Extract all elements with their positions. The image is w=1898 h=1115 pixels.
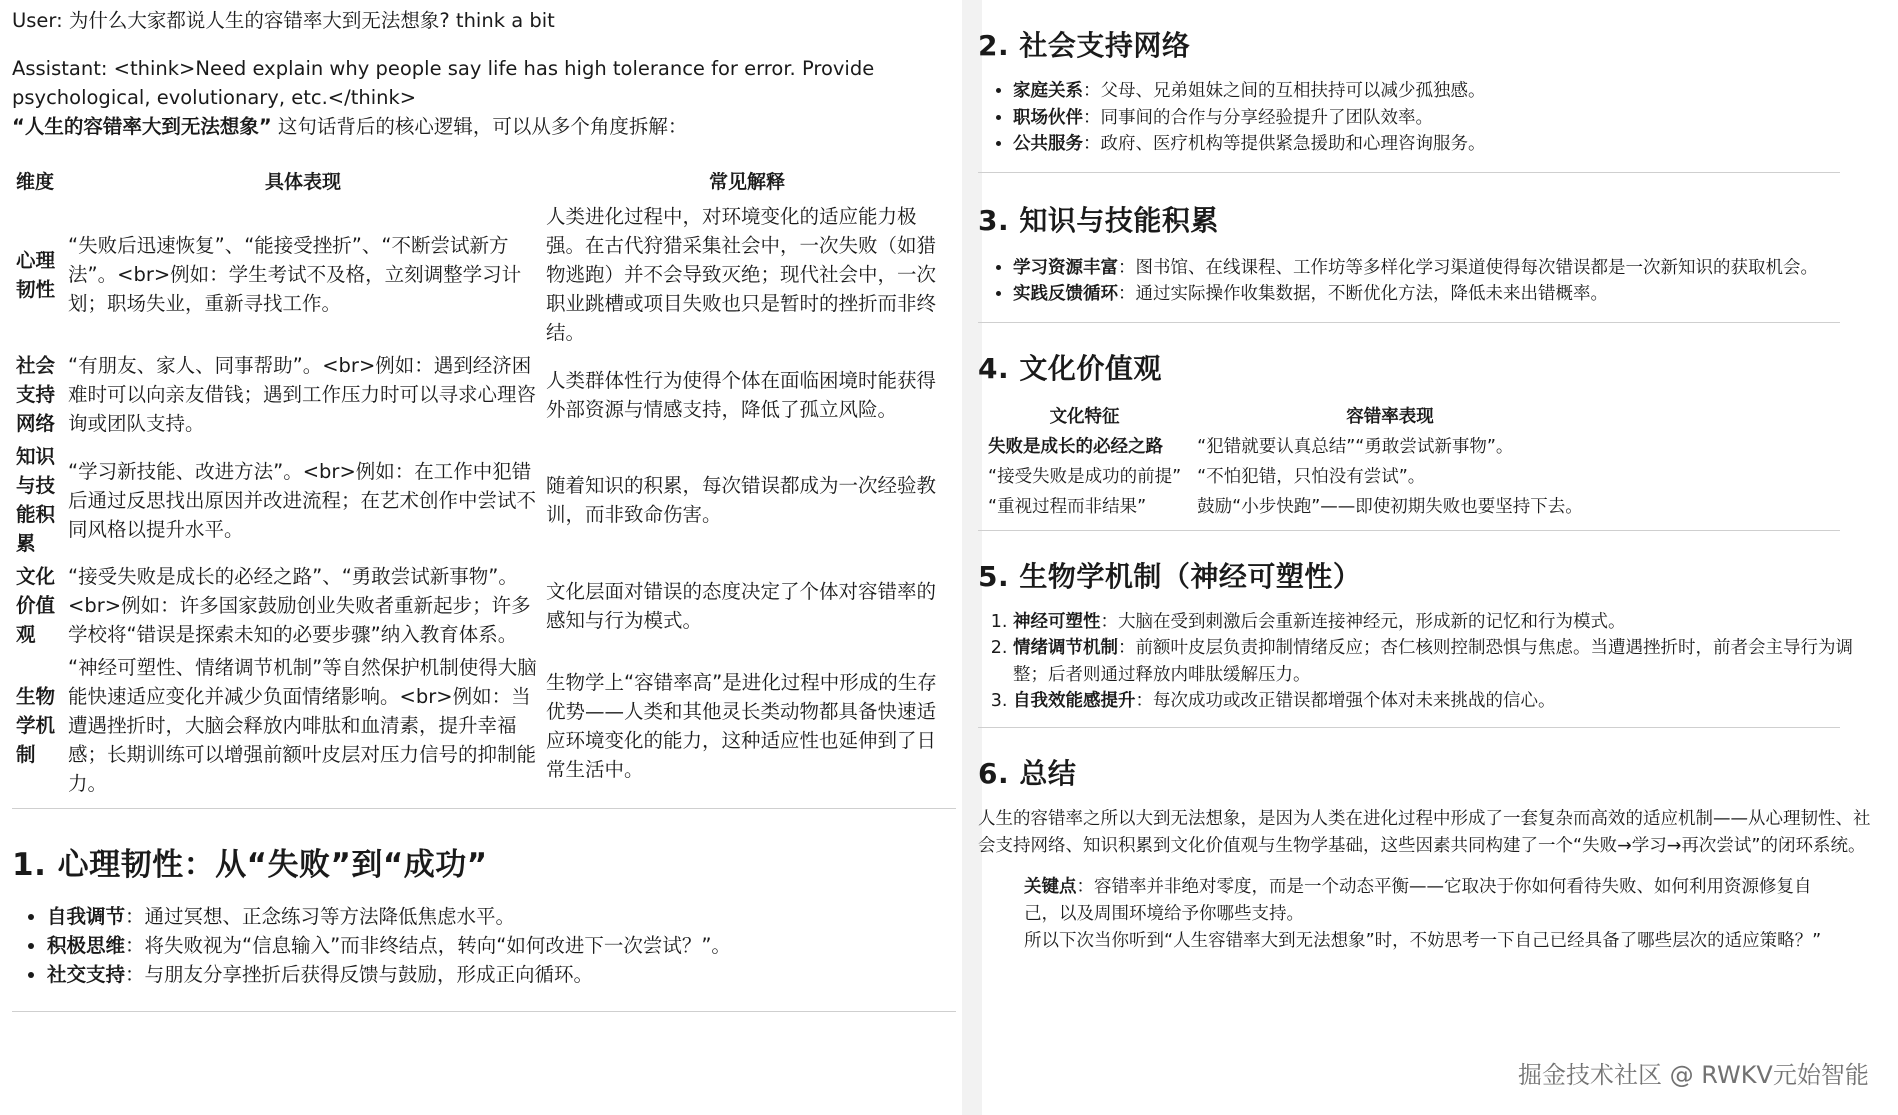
- item-label: 情绪调节机制: [1013, 638, 1118, 658]
- item-text: ：图书馆、在线课程、工作坊等多样化学习渠道使得每次错误都是一次新知识的获取机会。: [1118, 257, 1818, 278]
- list-item: [1013, 688, 1863, 715]
- item-text: ：与朋友分享挫折后获得反馈与鼓励，形成正向循环。: [125, 963, 594, 986]
- table-row: [980, 492, 1591, 522]
- summary-paragraph: 人生的容错率之所以大到无法想象，是因为人类在进化过程中形成了一套复杂而高效的适应机制——从心理韧性、社会支持网络、知识积累到文化价值观与生物学基础，这些因素共同构建了一个“失败→学习→再次尝试”的闭环系统。: [978, 808, 1871, 856]
- intro-line: [12, 112, 956, 141]
- item-text: ：通过实际操作收集数据，不断优化方法，降低未来出错概率。: [1118, 284, 1608, 304]
- table-row: [980, 432, 1591, 462]
- header-performance: 容错率表现: [1346, 406, 1434, 427]
- item-label: 自我效能感提升: [1013, 691, 1136, 711]
- row-explanation: 人类群体性行为使得个体在面临困境时能获得外部资源与情感支持，降低了孤立风险。: [546, 368, 937, 421]
- assistant-think: Assistant: <think>Need explain why people say life has high tolerance for error. Provide psychological, evolutionary, etc.</think>: [12, 57, 875, 109]
- row-feature: 失败是成长的必经之路: [988, 436, 1163, 457]
- row-explanation: 文化层面对错误的态度决定了个体对容错率的感知与行为模式。: [546, 579, 937, 632]
- list-item: [1013, 131, 1883, 158]
- closing-text: 所以下次当你听到“人生容错率大到无法想象”时，不妨思考一下自己已经具备了哪些层次的适应策略？”: [1024, 930, 1822, 951]
- table-row: [12, 200, 952, 349]
- item-text: ：父母、兄弟姐妹之间的互相扶持可以减少孤独感。: [1083, 81, 1486, 101]
- section5-title: 5. 生物学机制（神经可塑性）: [978, 559, 1362, 593]
- row-explanation: 人类进化过程中，对环境变化的适应能力极强。在古代狩猎采集社会中，一次失败（如猎物逃跑）并不会导致灭绝；现代社会中，一次职业跳槽或项目失败也只是暂时的挫折而非终结。: [546, 205, 937, 344]
- row-performance: 鼓励“小步快跑”——即使初期失败也要坚持下去。: [1197, 496, 1583, 517]
- section3-list: [978, 255, 1853, 308]
- table-row: [12, 560, 952, 651]
- row-expression: “神经可塑性、情绪调节机制”等自然保护机制使得大脑能快速适应变化并减少负面情绪影响。<br>例如：当遭遇挫折时，大脑会释放内啡肽和血清素，提升幸福感；长期训练可以增强前额叶皮层对压力信号的抑制能力。: [68, 656, 537, 795]
- item-label: 家庭关系: [1013, 81, 1083, 101]
- list-item: [1013, 255, 1853, 282]
- row-expression: “学习新技能、改进方法”。<br>例如：在工作中犯错后通过反思找出原因并改进流程；在艺术创作中尝试不同风格以提升水平。: [68, 459, 537, 541]
- row-performance: “不怕犯错，只怕没有尝试”。: [1197, 466, 1426, 487]
- section5-list: [978, 609, 1863, 715]
- list-item: [47, 902, 956, 931]
- divider: [12, 808, 956, 809]
- section1-title: 1. 心理韧性：从“失败”到“成功”: [12, 847, 488, 883]
- item-text: ：大脑在受到刺激后会重新连接神经元，形成新的记忆和行为模式。: [1100, 611, 1626, 632]
- row-explanation: 随着知识的积累，每次错误都成为一次经验教训，而非致命伤害。: [546, 474, 937, 526]
- row-dimension: 知识与技能积累: [16, 445, 56, 555]
- item-text: ：政府、医疗机构等提供紧急援助和心理咨询服务。: [1083, 134, 1486, 154]
- divider: [978, 530, 1840, 531]
- right-column: [978, 24, 1883, 955]
- section3-title: 3. 知识与技能积累: [978, 203, 1219, 237]
- section1-list: [12, 902, 956, 989]
- row-expression: “有朋友、家人、同事帮助”。<br>例如：遇到经济困难时可以向亲友借钱；遇到工作压力时可以寻求心理咨询或团队支持。: [68, 354, 537, 435]
- section6-title: 6. 总结: [978, 756, 1077, 790]
- divider: [978, 322, 1840, 323]
- row-dimension: 生物学机制: [16, 685, 56, 766]
- table-row: [12, 651, 952, 800]
- list-item: [47, 960, 956, 989]
- key-text: ：容错率并非绝对零度，而是一个动态平衡——它取决于你如何看待失败、如何利用资源修复自己，以及周围环境给予你哪些支持。: [1024, 876, 1812, 924]
- list-item: [1013, 281, 1853, 308]
- list-item: [47, 931, 956, 960]
- header-dimension: 维度: [16, 171, 55, 193]
- table-header-row: [12, 153, 952, 200]
- section2-list: [978, 78, 1883, 158]
- item-label: 实践反馈循环: [1013, 284, 1118, 304]
- header-expression: 具体表现: [264, 171, 341, 193]
- divider: [978, 727, 1840, 728]
- list-item: [1013, 609, 1863, 636]
- list-item: [1013, 78, 1883, 105]
- item-label: 自我调节: [47, 905, 126, 928]
- table-header-row: [980, 397, 1591, 432]
- item-label: 学习资源丰富: [1013, 257, 1118, 278]
- table-row: [980, 462, 1591, 492]
- row-expression: “接受失败是成长的必经之路”、“勇敢尝试新事物”。<br>例如：许多国家鼓励创业失败者重新起步；许多学校将“错误是探索未知的必要步骤”纳入教育体系。: [68, 565, 531, 646]
- table-row: [12, 349, 952, 440]
- row-dimension: 社会支持网络: [16, 354, 56, 435]
- item-label: 神经可塑性: [1013, 611, 1101, 632]
- item-label: 积极思维: [47, 934, 126, 957]
- key-point: [978, 874, 1844, 928]
- item-text: ：通过冥想、正念练习等方法降低焦虑水平。: [125, 905, 516, 928]
- row-dimension: 心理韧性: [16, 248, 56, 301]
- culture-table: [980, 397, 1591, 522]
- item-text: ：同事间的合作与分享经验提升了团队效率。: [1083, 107, 1433, 128]
- section4-title: 4. 文化价值观: [978, 351, 1162, 385]
- intro-text: 这句话背后的核心逻辑，可以从多个角度拆解：: [271, 115, 688, 138]
- row-performance: “犯错就要认真总结”“勇敢尝试新事物”。: [1197, 436, 1514, 457]
- item-label: 公共服务: [1013, 134, 1083, 154]
- item-text: ：将失败视为“信息输入”而非终结点，转向“如何改进下一次尝试？”。: [125, 934, 731, 957]
- row-feature: “重视过程而非结果”: [988, 496, 1147, 517]
- divider: [12, 1011, 956, 1012]
- header-explanation: 常见解释: [708, 171, 785, 193]
- dimension-table: [12, 153, 952, 800]
- key-label: 关键点: [1024, 876, 1077, 897]
- item-label: 职场伙伴: [1013, 107, 1083, 128]
- left-column: [12, 6, 956, 1012]
- row-expression: “失败后迅速恢复”、“能接受挫折”、“不断尝试新方法”。<br>例如：学生考试不及格，立刻调整学习计划；职场失业，重新寻找工作。: [68, 234, 522, 315]
- item-text: ：前额叶皮层负责抑制情绪反应；杏仁核则控制恐惧与焦虑。当遭遇挫折时，前者会主导行为调整；后者则通过释放内啡肽缓解压力。: [1013, 638, 1853, 685]
- user-message: User: 为什么大家都说人生的容错率大到无法想象? think a bit: [12, 9, 555, 32]
- divider: [978, 172, 1840, 173]
- header-feature: 文化特征: [1049, 406, 1120, 427]
- row-explanation: 生物学上“容错率高”是进化过程中形成的生存优势——人类和其他灵长类动物都具备快速适应环境变化的能力，这种适应性也延伸到了日常生活中。: [546, 670, 937, 781]
- row-feature: “接受失败是成功的前提”: [988, 466, 1182, 487]
- intro-quote: “人生的容错率大到无法想象”: [12, 115, 272, 138]
- list-item: [1013, 635, 1863, 688]
- section2-title: 2. 社会支持网络: [978, 29, 1191, 62]
- list-item: [1013, 105, 1883, 132]
- table-row: [12, 440, 952, 560]
- row-dimension: 文化价值观: [16, 565, 56, 646]
- watermark: 掘金技术社区 @ RWKV元始智能: [1518, 1061, 1869, 1089]
- item-text: ：每次成功或改正错误都增强个体对未来挑战的信心。: [1135, 691, 1556, 711]
- item-label: 社交支持: [47, 963, 126, 986]
